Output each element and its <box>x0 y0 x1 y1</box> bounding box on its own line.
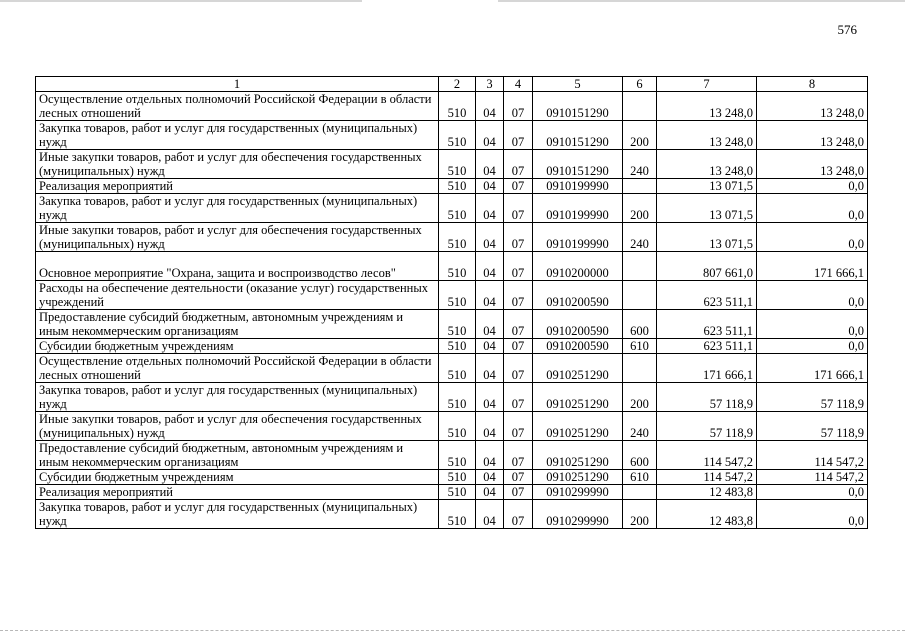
row-section-cell: 04 <box>476 412 504 441</box>
row-target-code-cell: 0910251290 <box>533 383 623 412</box>
row-amount-2-cell: 57 118,9 <box>757 412 868 441</box>
table-row <box>36 500 868 529</box>
row-target-code-cell: 0910251290 <box>533 470 623 485</box>
row-section-cell: 04 <box>476 252 504 281</box>
column-header-4: 4 <box>504 77 533 92</box>
row-section-cell: 04 <box>476 150 504 179</box>
row-amount-1-cell: 13 248,0 <box>657 121 757 150</box>
row-subsection-cell: 07 <box>504 92 533 121</box>
row-subsection-cell: 07 <box>504 500 533 529</box>
table-body <box>36 92 868 529</box>
table-row <box>36 441 868 470</box>
row-amount-2-cell: 171 666,1 <box>757 354 868 383</box>
row-amount-1-cell: 114 547,2 <box>657 470 757 485</box>
row-expense-type-cell <box>623 92 657 121</box>
row-amount-1-cell: 13 071,5 <box>657 194 757 223</box>
table-row <box>36 179 868 194</box>
row-amount-1-cell: 623 511,1 <box>657 310 757 339</box>
row-amount-1-cell: 57 118,9 <box>657 383 757 412</box>
row-subsection-cell: 07 <box>504 441 533 470</box>
column-header-2: 2 <box>439 77 476 92</box>
row-name-cell: Иные закупки товаров, работ и услуг для обеспечения государственных (муниципальных) нужд <box>36 223 439 252</box>
row-subsection-cell: 07 <box>504 281 533 310</box>
row-amount-2-cell: 13 248,0 <box>757 150 868 179</box>
row-expense-type-cell: 240 <box>623 150 657 179</box>
row-section-cell: 04 <box>476 470 504 485</box>
row-code-cell: 510 <box>439 412 476 441</box>
row-section-cell: 04 <box>476 92 504 121</box>
row-subsection-cell: 07 <box>504 339 533 354</box>
row-name-cell: Иные закупки товаров, работ и услуг для обеспечения государственных (муниципальных) нужд <box>36 150 439 179</box>
row-target-code-cell: 0910151290 <box>533 150 623 179</box>
row-name-cell: Субсидии бюджетным учреждениям <box>36 339 439 354</box>
row-section-cell: 04 <box>476 441 504 470</box>
row-expense-type-cell <box>623 252 657 281</box>
row-expense-type-cell: 240 <box>623 412 657 441</box>
row-amount-1-cell: 12 483,8 <box>657 485 757 500</box>
row-target-code-cell: 0910251290 <box>533 441 623 470</box>
row-amount-2-cell: 114 547,2 <box>757 470 868 485</box>
row-subsection-cell: 07 <box>504 179 533 194</box>
row-code-cell: 510 <box>439 500 476 529</box>
column-header-1: 1 <box>36 77 439 92</box>
row-amount-1-cell: 13 071,5 <box>657 179 757 194</box>
row-name-cell: Закупка товаров, работ и услуг для государственных (муниципальных) нужд <box>36 121 439 150</box>
row-target-code-cell: 0910251290 <box>533 354 623 383</box>
row-amount-1-cell: 623 511,1 <box>657 281 757 310</box>
row-target-code-cell: 0910200000 <box>533 252 623 281</box>
row-subsection-cell: 07 <box>504 354 533 383</box>
row-amount-2-cell: 0,0 <box>757 485 868 500</box>
row-name-cell: Реализация мероприятий <box>36 179 439 194</box>
column-header-3: 3 <box>476 77 504 92</box>
row-subsection-cell: 07 <box>504 223 533 252</box>
table-row <box>36 223 868 252</box>
table-row <box>36 412 868 441</box>
row-name-cell: Закупка товаров, работ и услуг для государственных (муниципальных) нужд <box>36 194 439 223</box>
row-name-cell: Предоставление субсидий бюджетным, автономным учреждениям и иным некоммерческим организациям <box>36 441 439 470</box>
row-expense-type-cell <box>623 485 657 500</box>
row-expense-type-cell: 600 <box>623 441 657 470</box>
row-name-cell: Закупка товаров, работ и услуг для государственных (муниципальных) нужд <box>36 383 439 412</box>
row-section-cell: 04 <box>476 310 504 339</box>
row-code-cell: 510 <box>439 485 476 500</box>
table-row <box>36 281 868 310</box>
table-row <box>36 92 868 121</box>
row-amount-1-cell: 13 248,0 <box>657 150 757 179</box>
row-expense-type-cell: 610 <box>623 339 657 354</box>
row-code-cell: 510 <box>439 194 476 223</box>
row-subsection-cell: 07 <box>504 412 533 441</box>
row-expense-type-cell <box>623 281 657 310</box>
row-code-cell: 510 <box>439 223 476 252</box>
row-target-code-cell: 0910299990 <box>533 500 623 529</box>
row-code-cell: 510 <box>439 383 476 412</box>
row-amount-1-cell: 13 248,0 <box>657 92 757 121</box>
row-amount-1-cell: 807 661,0 <box>657 252 757 281</box>
column-header-6: 6 <box>623 77 657 92</box>
row-name-cell: Субсидии бюджетным учреждениям <box>36 470 439 485</box>
page-number: 576 <box>837 22 857 37</box>
row-section-cell: 04 <box>476 179 504 194</box>
row-section-cell: 04 <box>476 500 504 529</box>
row-code-cell: 510 <box>439 354 476 383</box>
row-section-cell: 04 <box>476 281 504 310</box>
row-target-code-cell: 0910200590 <box>533 310 623 339</box>
row-target-code-cell: 0910199990 <box>533 194 623 223</box>
row-amount-2-cell: 13 248,0 <box>757 92 868 121</box>
column-header-8: 8 <box>757 77 868 92</box>
column-header-5: 5 <box>533 77 623 92</box>
row-code-cell: 510 <box>439 281 476 310</box>
row-name-cell: Осуществление отдельных полномочий Российской Федерации в области лесных отношений <box>36 354 439 383</box>
row-subsection-cell: 07 <box>504 194 533 223</box>
row-section-cell: 04 <box>476 194 504 223</box>
row-target-code-cell: 0910151290 <box>533 121 623 150</box>
row-target-code-cell: 0910199990 <box>533 223 623 252</box>
row-amount-1-cell: 623 511,1 <box>657 339 757 354</box>
row-amount-2-cell: 0,0 <box>757 194 868 223</box>
row-expense-type-cell: 200 <box>623 121 657 150</box>
row-target-code-cell: 0910200590 <box>533 339 623 354</box>
row-subsection-cell: 07 <box>504 150 533 179</box>
table-row <box>36 252 868 281</box>
row-amount-1-cell: 57 118,9 <box>657 412 757 441</box>
row-code-cell: 510 <box>439 92 476 121</box>
row-subsection-cell: 07 <box>504 383 533 412</box>
budget-table <box>35 76 868 529</box>
row-name-cell: Закупка товаров, работ и услуг для государственных (муниципальных) нужд <box>36 500 439 529</box>
row-amount-2-cell: 0,0 <box>757 281 868 310</box>
row-expense-type-cell: 240 <box>623 223 657 252</box>
row-expense-type-cell: 200 <box>623 383 657 412</box>
row-section-cell: 04 <box>476 354 504 383</box>
row-expense-type-cell: 610 <box>623 470 657 485</box>
table-row <box>36 194 868 223</box>
row-name-cell: Предоставление субсидий бюджетным, автономным учреждениям и иным некоммерческим организациям <box>36 310 439 339</box>
row-subsection-cell: 07 <box>504 485 533 500</box>
table-row <box>36 150 868 179</box>
row-code-cell: 510 <box>439 310 476 339</box>
row-section-cell: 04 <box>476 339 504 354</box>
row-amount-2-cell: 0,0 <box>757 339 868 354</box>
table-row <box>36 354 868 383</box>
row-code-cell: 510 <box>439 470 476 485</box>
table-row <box>36 310 868 339</box>
row-target-code-cell: 0910200590 <box>533 281 623 310</box>
table-row <box>36 485 868 500</box>
table-header-row <box>36 77 868 92</box>
row-section-cell: 04 <box>476 223 504 252</box>
row-target-code-cell: 0910151290 <box>533 92 623 121</box>
row-section-cell: 04 <box>476 121 504 150</box>
table-row <box>36 121 868 150</box>
column-header-7: 7 <box>657 77 757 92</box>
table-row <box>36 470 868 485</box>
row-expense-type-cell: 200 <box>623 194 657 223</box>
scan-bottom-edge <box>0 630 905 633</box>
table-row <box>36 383 868 412</box>
row-subsection-cell: 07 <box>504 470 533 485</box>
row-amount-2-cell: 57 118,9 <box>757 383 868 412</box>
row-target-code-cell: 0910299990 <box>533 485 623 500</box>
row-expense-type-cell <box>623 354 657 383</box>
row-amount-1-cell: 171 666,1 <box>657 354 757 383</box>
row-code-cell: 510 <box>439 121 476 150</box>
row-code-cell: 510 <box>439 339 476 354</box>
row-amount-2-cell: 114 547,2 <box>757 441 868 470</box>
row-amount-2-cell: 0,0 <box>757 500 868 529</box>
row-name-cell: Осуществление отдельных полномочий Российской Федерации в области лесных отношений <box>36 92 439 121</box>
row-amount-1-cell: 13 071,5 <box>657 223 757 252</box>
row-expense-type-cell: 200 <box>623 500 657 529</box>
row-target-code-cell: 0910199990 <box>533 179 623 194</box>
scan-top-edge <box>0 0 905 2</box>
row-amount-1-cell: 114 547,2 <box>657 441 757 470</box>
row-name-cell: Расходы на обеспечение деятельности (оказание услуг) государственных учреждений <box>36 281 439 310</box>
row-target-code-cell: 0910251290 <box>533 412 623 441</box>
row-name-cell: Иные закупки товаров, работ и услуг для обеспечения государственных (муниципальных) нужд <box>36 412 439 441</box>
row-amount-2-cell: 0,0 <box>757 310 868 339</box>
row-code-cell: 510 <box>439 150 476 179</box>
row-subsection-cell: 07 <box>504 252 533 281</box>
row-name-cell: Реализация мероприятий <box>36 485 439 500</box>
row-amount-2-cell: 13 248,0 <box>757 121 868 150</box>
row-code-cell: 510 <box>439 179 476 194</box>
row-name-cell: Основное мероприятие "Охрана, защита и воспроизводство лесов" <box>36 252 439 281</box>
row-expense-type-cell <box>623 179 657 194</box>
row-section-cell: 04 <box>476 485 504 500</box>
row-section-cell: 04 <box>476 383 504 412</box>
row-subsection-cell: 07 <box>504 310 533 339</box>
row-code-cell: 510 <box>439 252 476 281</box>
row-subsection-cell: 07 <box>504 121 533 150</box>
row-amount-1-cell: 12 483,8 <box>657 500 757 529</box>
row-amount-2-cell: 0,0 <box>757 179 868 194</box>
row-amount-2-cell: 0,0 <box>757 223 868 252</box>
row-code-cell: 510 <box>439 441 476 470</box>
row-amount-2-cell: 171 666,1 <box>757 252 868 281</box>
row-expense-type-cell: 600 <box>623 310 657 339</box>
table-row <box>36 339 868 354</box>
